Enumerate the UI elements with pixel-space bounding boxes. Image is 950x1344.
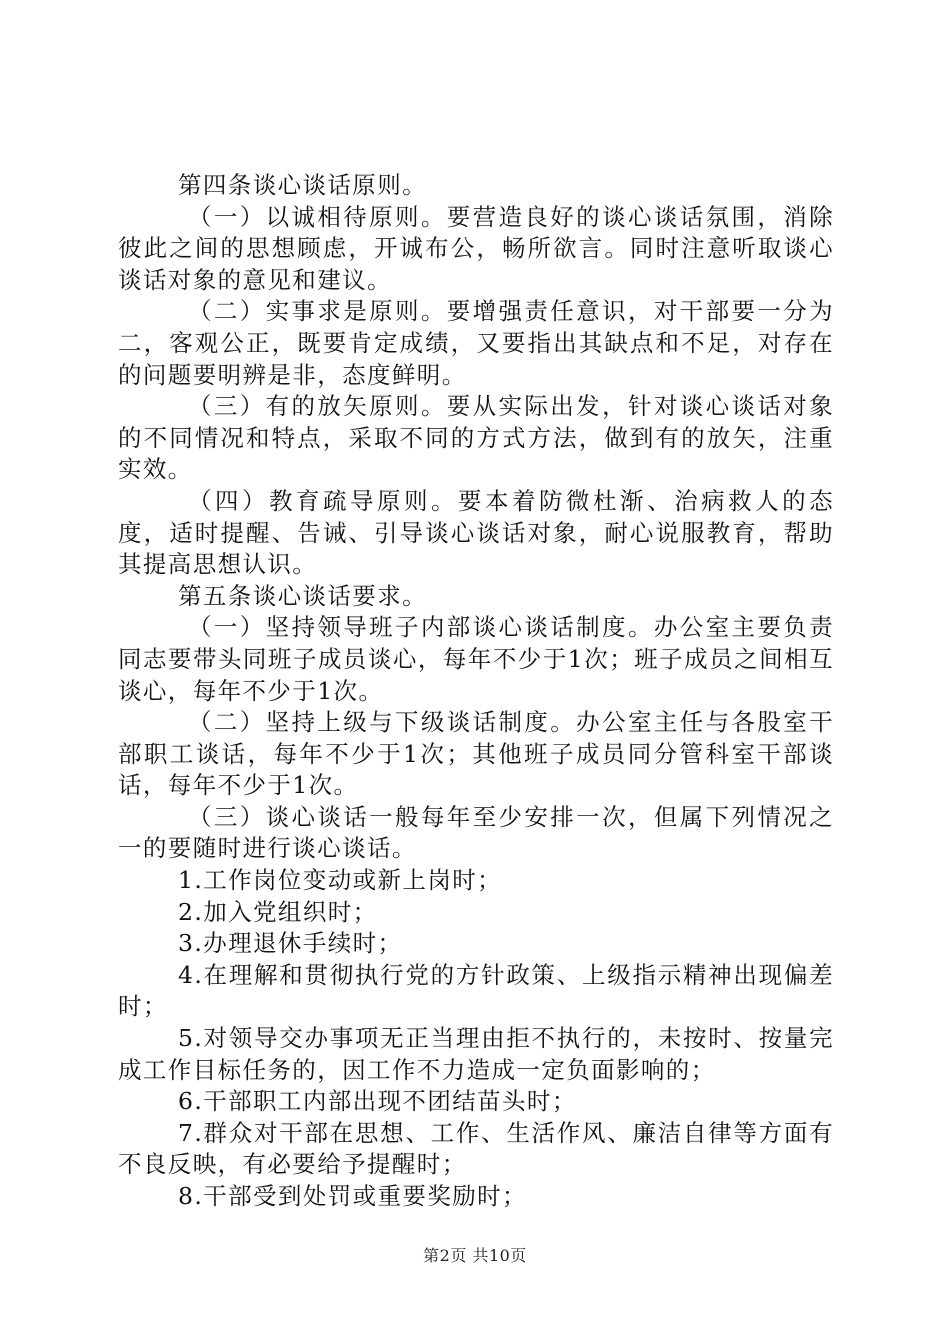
principle-paragraph: （三）有的放矢原则。要从实际出发，针对谈心谈话对象的不同情况和特点，采取不同的方式方法，做到有的放矢，注重实效。 [118, 392, 834, 484]
list-item: 3.办理退休手续时； [178, 929, 403, 958]
principle-paragraph: （二）实事求是原则。要增强责任意识，对干部要一分为二，客观公正，既要肯定成绩，又要指出其缺点和不足，对存在的问题要明辨是非，态度鲜明。 [118, 297, 834, 389]
requirement-paragraph: （一）坚持领导班子内部谈心谈话制度。办公室主要负责同志要带头同班子成员谈心，每年不少于1次；班子成员之间相互谈心，每年不少于1次。 [118, 613, 834, 705]
document-body [118, 170, 834, 1213]
list-item: 7.群众对干部在思想、工作、生活作风、廉洁自律等方面有不良反映，有必要给予提醒时； [118, 1118, 834, 1179]
list-item: 4.在理解和贯彻执行党的方针政策、上级指示精神出现偏差时； [118, 960, 834, 1021]
list-item: 8.干部受到处罚或重要奖励时； [178, 1182, 527, 1210]
article-heading-4: 第四条谈心谈话原则。 [178, 171, 427, 199]
list-item: 2.加入党组织时； [178, 897, 378, 926]
list-item: 1.工作岗位变动或新上岗时； [178, 866, 503, 895]
principle-paragraph: （一）以诚相待原则。要营造良好的谈心谈话氛围，消除彼此之间的思想顾虑，开诚布公，畅所欲言。同时注意听取谈心谈话对象的意见和建议。 [118, 202, 834, 294]
requirement-paragraph: （二）坚持上级与下级谈话制度。办公室主任与各股室干部职工谈话，每年不少于1次；其他班子成员同分管科室干部谈话，每年不少于1次。 [118, 708, 834, 800]
list-item: 5.对领导交办事项无正当理由拒不执行的，未按时、按量完成工作目标任务的，因工作不力造成一定负面影响的； [118, 1024, 834, 1084]
page-number-footer: 第2页 共10页 [423, 1246, 527, 1265]
article-heading-5: 第五条谈心谈话要求。 [178, 581, 427, 610]
principle-paragraph: （四）教育疏导原则。要本着防微杜渐、治病救人的态度，适时提醒、告诫、引导谈心谈话对象，耐心说服教育，帮助其提高思想认识。 [118, 486, 834, 579]
requirement-paragraph: （三）谈心谈话一般每年至少安排一次，但属下列情况之一的要随时进行谈心谈话。 [118, 802, 834, 863]
list-item: 6.干部职工内部出现不团结苗头时； [178, 1087, 577, 1116]
